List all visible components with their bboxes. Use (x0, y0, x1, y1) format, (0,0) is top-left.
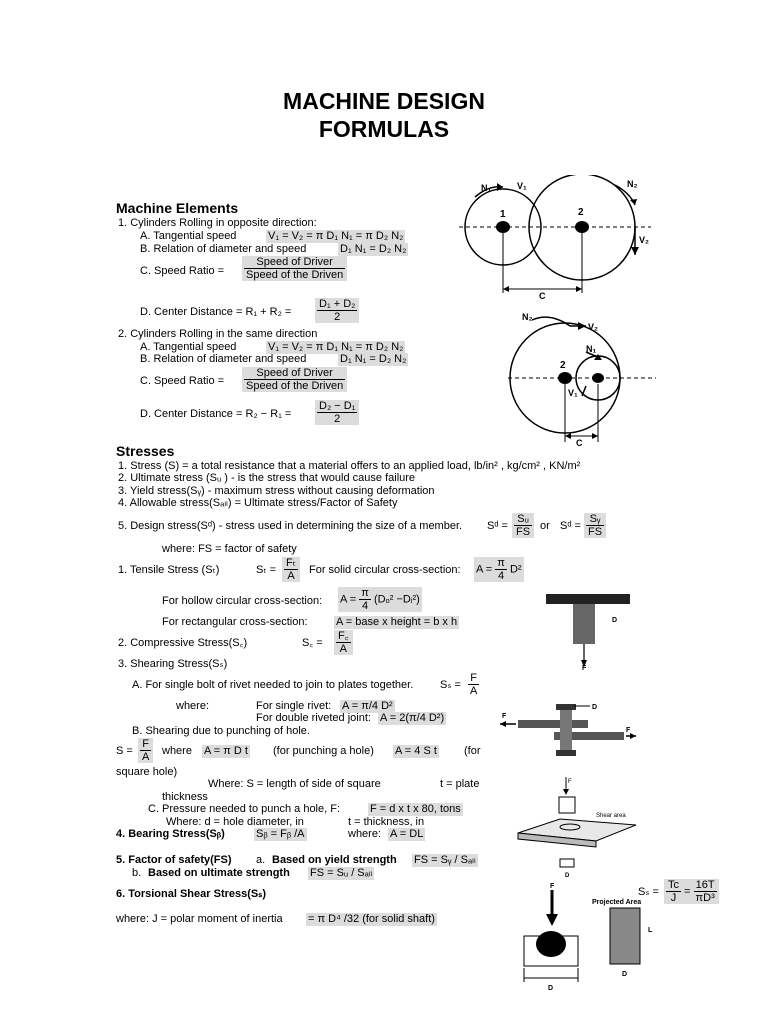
me-d2-label: D. Center Distance = R₂ − R₁ = (140, 408, 292, 420)
solid-eq (474, 557, 524, 582)
me-c1-den: Speed of the Driven (246, 269, 344, 281)
me-b2-label: B. Relation of diameter and speed (140, 353, 307, 365)
solid-rhs: D² (509, 563, 522, 576)
me-b2-eq: D₁ N₁ = D₂ N₂ (340, 353, 407, 365)
stress-2: 2. Ultimate stress (Sᵤ ) - is the stress that would cause failure (118, 472, 416, 484)
me-c2-den: Speed of the Driven (246, 380, 344, 392)
where-s: Where: S = length of side of square (208, 778, 381, 790)
tensile-label: 1. Tensile Stress (Sₜ) (118, 564, 220, 576)
me-d1-frac (315, 298, 359, 323)
stress-5-eq1-lhs: Sᵈ = (487, 520, 508, 532)
torsion-label: 6. Torsional Shear Stress(Sₛ) (116, 888, 267, 900)
t-plate: t = plate (440, 778, 480, 790)
gear2-n2-label: N₂ (522, 312, 533, 322)
punch-d-label: D (565, 873, 570, 879)
stress-5-or: or (540, 520, 550, 532)
gear1-n1-label: N₁ (481, 183, 492, 193)
gear2-v1-label: V₁ (568, 388, 578, 398)
stress-1: 1. Stress (S) = a total resistance that a material offers to an applied load, lb/in² , kg/cm² , KN/m² (118, 460, 581, 472)
where-fs: where: FS = factor of safety (162, 543, 297, 555)
torsion-num1: Tc (668, 879, 679, 891)
shear-a-lhs: Sₛ = (440, 679, 461, 691)
stress-5: 5. Design stress(Sᵈ) - stress used in determining the size of a member. (118, 520, 463, 532)
comp-label: 2. Compressive Stress(S꜀) (118, 637, 248, 649)
me-d2-den: 2 (334, 413, 341, 425)
me-c1-num: Speed of Driver (244, 256, 345, 269)
gear1-c-label: C (539, 291, 546, 301)
tensile-num: Fₜ (286, 557, 296, 569)
fs-a-label: Based on yield strength (272, 854, 397, 866)
machine-elements-heading: Machine Elements (116, 200, 239, 216)
me-a2-eq: V₁ = V₂ = π D₁ N₁ = π D₂ N₂ (268, 341, 404, 353)
me-d2-num: D₂ − D₁ (319, 400, 356, 412)
shear-a: A. For single bolt of rivet needed to join to plates together. (132, 679, 414, 691)
where-d: Where: d = hole diameter, in (166, 816, 304, 828)
shear-c: C. Pressure needed to punch a hole, F: (148, 803, 341, 815)
gear1-v1-label: V₁ (517, 181, 527, 191)
shear-c-eq: F = d x t x 80, tons (370, 803, 461, 815)
punch-slug (560, 859, 574, 867)
bearing-eq2: A = DL (390, 828, 424, 840)
gear2-g1-label: 1 (596, 374, 602, 384)
single-rivet-eq: A = π/4 D² (342, 700, 393, 712)
gear2-n1-label: N₁ (586, 344, 597, 354)
bearing-eq: Sᵦ = Fᵦ /A (256, 828, 305, 840)
tensile-f-label: F (582, 665, 587, 670)
comp-lhs: S꜀ = (302, 637, 323, 649)
shear-label: 3. Shearing Stress(Sₛ) (118, 658, 228, 670)
gear1-n2-label: N₂ (627, 179, 638, 189)
rect-eq: A = base x height = b x h (336, 616, 458, 628)
t-thick: t = thickness, in (348, 816, 425, 828)
torsion-den1: J (670, 892, 677, 904)
me-item1: 1. Cylinders Rolling in opposite direction: (118, 217, 317, 229)
me-d2-frac (315, 400, 359, 425)
tensile-d-label: D (612, 617, 618, 624)
gears-opposite-diagram (455, 175, 655, 305)
bearing-pin (536, 931, 566, 957)
double-rivet-eq: A = 2(π/4 D²) (380, 712, 445, 724)
fs-a-eq: FS = Sᵧ / Sₐₗₗ (414, 854, 476, 866)
punch-num: F (140, 738, 151, 751)
gear-big-hub (558, 372, 572, 384)
hollow-label: For hollow circular cross-section: (162, 595, 323, 607)
me-d1-label: D. Center Distance = R₁ + R₂ = (140, 306, 292, 318)
tensile-support (546, 594, 630, 604)
double-rivet-label: For double riveted joint: (256, 712, 371, 724)
gears-same-diagram (490, 310, 660, 450)
me-d1-num: D₁ + D₂ (319, 298, 356, 310)
shear-a-num: F (468, 672, 479, 685)
torsion-eq: $\frac{Tc}{J}$ = $\frac{16T}{\text{πD³}}$ (664, 879, 719, 904)
rivet-head-bottom (556, 750, 576, 756)
thickness: thickness (162, 791, 208, 803)
hollow-lhs: A = (340, 593, 357, 606)
comp-den: A (339, 643, 347, 655)
shear-b: B. Shearing due to punching of hole. (132, 725, 310, 737)
stress-3: 3. Yield stress(Sᵧ) - maximum stress without causing deformation (118, 485, 435, 497)
bearing-f-label: F (550, 883, 555, 890)
punch-tool (559, 797, 575, 813)
projected-area-label: Projected Area (592, 899, 642, 906)
gear2-hub (575, 221, 589, 233)
shear-a-den: A (470, 685, 478, 697)
tensile-lhs: Sₜ = (256, 564, 277, 576)
rivet-d-label: D (592, 704, 598, 711)
bearing-where: where: (348, 828, 382, 840)
s5-eq2-num: Sᵧ (586, 513, 604, 526)
tensile-frac (282, 557, 300, 582)
punch-shear-label: Shear area (596, 813, 626, 819)
stress-5-eq2-lhs: Sᵈ = (560, 520, 581, 532)
shear-where: where: (176, 700, 210, 712)
solid-lhs: A = (476, 563, 493, 576)
fs-b-eq: FS = Sᵤ / Sₐₗₗ (310, 867, 373, 879)
me-c2-label: C. Speed Ratio = (140, 375, 225, 387)
gear2-g2-label: 2 (560, 360, 566, 371)
hollow-eq (338, 587, 422, 612)
solid-num: π (497, 557, 505, 569)
bearing-diagram (518, 882, 658, 992)
torsion-den2: πD³ (695, 892, 715, 904)
punch-mid: (for punching a hole) (273, 745, 374, 757)
comp-frac (334, 630, 353, 655)
me-b1-eq: D₁ N₁ = D₂ N₂ (340, 243, 407, 255)
solid-den: 4 (498, 570, 505, 582)
punch-frac (138, 738, 153, 763)
gear1-g1-label: 1 (500, 209, 506, 220)
punch-lhs: S = (116, 745, 133, 757)
torsion-num2: 16T (694, 879, 717, 892)
solid-label: For solid circular cross-section: (309, 564, 461, 576)
single-rivet-label: For single rivet: (256, 700, 332, 712)
rivet-head-top (556, 704, 576, 710)
rivet-body (560, 708, 572, 752)
punch-for: (for (464, 745, 481, 757)
punch-diagram (510, 775, 640, 880)
me-a1-label: A. Tangential speed (140, 230, 237, 242)
title-line1: MACHINE DESIGN (283, 88, 485, 114)
square-hole: square hole) (116, 766, 178, 778)
stresses-heading: Stresses (116, 443, 175, 459)
me-a2-label: A. Tangential speed (140, 341, 237, 353)
gear1-hub (496, 221, 510, 233)
punch-eq2: A = 4 S t (395, 745, 437, 757)
fs-b: b. (132, 867, 142, 879)
gear2-v2-label: V₂ (588, 322, 599, 332)
plate-top (518, 720, 588, 728)
projected-area-rect (610, 908, 640, 964)
fs-label: 5. Factor of safety(FS) (116, 854, 232, 866)
me-c2-frac (242, 367, 347, 392)
me-b1-label: B. Relation of diameter and speed (140, 243, 307, 255)
gear1-g2-label: 2 (578, 207, 584, 218)
torsion-lhs: Sₛ = (638, 886, 659, 898)
s5-eq2-den: FS (588, 526, 603, 538)
me-c2-num: Speed of Driver (244, 367, 345, 380)
fs-a: a. (256, 854, 266, 866)
fs-b-label: Based on ultimate strength (148, 867, 290, 879)
torsion-eq2: = π D⁴ /32 (for solid shaft) (308, 913, 435, 925)
punch-where: where (162, 745, 192, 757)
rivet-diagram (498, 698, 638, 768)
hollow-num: π (361, 587, 369, 599)
punch-f-label: F (568, 779, 572, 785)
rivet-f2-label: F (626, 727, 631, 734)
bearing-label: 4. Bearing Stress(Sᵦ) (116, 828, 225, 840)
punch-den: A (142, 751, 150, 763)
tensile-rod (573, 604, 595, 644)
me-d1-den: 2 (334, 311, 341, 323)
tensile-den: A (287, 570, 295, 582)
hollow-rhs: (Dₒ² −Dᵢ²) (373, 593, 420, 606)
rivet-f1-label: F (502, 713, 507, 720)
stress-4: 4. Allowable stress(Sₐₗₗ) = Ultimate stress/Factor of Safety (118, 497, 398, 509)
me-c1-label: C. Speed Ratio = (140, 265, 225, 277)
me-item2: 2. Cylinders Rolling in the same direction (118, 328, 318, 340)
stress-5-eq1 (512, 513, 534, 538)
s5-eq1-num: Sᵤ (514, 513, 532, 526)
punch-eq1: A = π D t (204, 745, 248, 757)
me-a1-eq: V₁ = V₂ = π D₁ N₁ = π D₂ N₂ (268, 230, 404, 242)
me-c1-frac (242, 256, 347, 281)
comp-num: F꜀ (338, 630, 349, 642)
hollow-den: 4 (362, 600, 369, 612)
torsion-where: where: J = polar moment of inertia (116, 913, 283, 925)
s5-eq1-den: FS (516, 526, 531, 538)
bearing-d1-label: D (548, 985, 554, 992)
rect-label: For rectangular cross-section: (162, 616, 308, 628)
stress-5-eq2 (584, 513, 606, 538)
bearing-d2-label: D (622, 971, 628, 978)
title-line2: FORMULAS (318, 116, 450, 142)
bearing-l-label: L (648, 927, 653, 934)
gear2-c-label: C (576, 438, 583, 448)
gear1-v2-label: V₂ (639, 235, 650, 245)
shear-a-frac (468, 672, 479, 697)
tensile-diagram (540, 590, 640, 670)
